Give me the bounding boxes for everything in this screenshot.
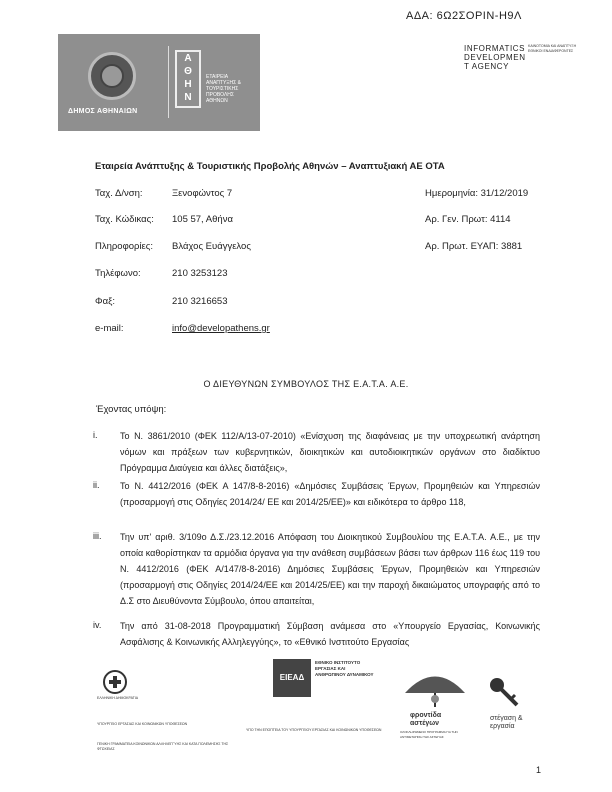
item-number: ii. [93,480,100,490]
agency-tiny-text: ΚΑΙΝΟΤΟΜΙΑ ΚΑΙ ΑΝΑΠΤΥΞΗ ΕΘΝΙΚΟΙ ΕΝΔΙΑΦΕΡΟΝΤΕΣ [528,44,577,53]
divider [168,46,169,118]
stegi-ergasia-label: στέγαση & εργασία [490,715,523,730]
athina-logo: Α Θ Η Ν [175,50,201,108]
general-secretariat-label: ΓΕΝΙΚΗ ΓΡΑΜΜΑΤΕΙΑ ΚΟΙΝΩΝΙΚΩΝ ΑΛΛΗΛΕΓΓΥΗΣ ΚΑΙ ΚΑΤΑ ΠΟΛΕΜΗΣΗΣ ΤΗΣ ΦΤΩΧΕΙΑΣ [97,742,229,751]
ministry-logo [97,670,247,701]
hellenic-republic-label: ΕΛΛΗΝΙΚΗ ΔΗΜΟΚΡΑΤΙΑ [97,696,139,700]
contact-value: 210 3253123 [172,268,228,279]
contact-label: Ταχ. Κώδικας: [95,214,154,225]
informatics-agency-label: INFORMATICS DEVELOPMEN T AGENCY [464,44,526,71]
contact-label: Πληροφορίες: [95,241,153,252]
eiead-label: ΕΘΝΙΚΟ ΙΝΣΤΙΤΟΥΤΟ ΕΡΓΑΣΙΑΣ ΚΑΙ ΑΝΘΡΩΠΙΝΟΥ ΔΥΝΑΜΙΚΟΥ [315,660,374,677]
eyap-protocol-number: Αρ. Πρωτ. ΕΥΑΠ: 3881 [425,241,523,252]
item-number: iv. [93,620,102,630]
municipality-seal-icon [88,52,136,100]
ada-code: ΑΔΑ: 6Ω2ΣΟΡΙΝ-Η9Λ [406,10,522,22]
general-protocol-number: Αρ. Γεν. Πρωτ: 4114 [425,214,511,225]
contact-label: Φαξ: [95,296,115,307]
frontida-label: φροντίδα αστέγων [410,712,442,727]
considering-heading: Έχοντας υπόψη: [96,404,167,415]
item-text: Το Ν. 4412/2016 (ΦΕΚ Α 147/8-8-2016) «Δημόσιες Συμβάσεις Έργων, Προμηθειών και Υπηρεσιών (προσαρμογή στις Οδηγίες 2014/24/ ΕΕ και 2014/25/ΕΕ)» και ειδικότερα το άρθρο 118, [120,481,540,507]
contact-label: e-mail: [95,323,124,334]
header-logo-block [58,34,260,131]
contact-label: Ταχ. Δ/νση: [95,188,143,199]
contact-label: Τηλέφωνο: [95,268,141,279]
frontida-astegon-logo [400,665,470,715]
contact-value: 210 3216653 [172,296,228,307]
item-text: Την από 31-08-2018 Προγραμματική Σύμβαση ανάμεσα στο «Υπουργείο Εργασίας, Κοινωνικής Ασφάλισης & Κοινωνικής Αλληλεγγύης», το «Εθνικό Ινστιτούτο Εργασίας [120,621,540,647]
contact-value: 105 57, Αθήνα [172,214,233,225]
greek-emblem-icon [103,670,127,694]
contact-value: Ξενοφώντος 7 [172,188,233,199]
item-number: iii. [93,531,102,541]
item-text: Το Ν. 3861/2010 (ΦΕΚ 112/Α/13-07-2010) «Ενίσχυση της διαφάνειας με την υποχρεωτική ανάρτηση νόμων και πράξεων των κυβερνητικών, διοικητικών και αυτοδιοικητικών οργάνων στο διαδίκτυο Πρόγραμμα Διαύγεια και άλλες διατάξεις», [120,431,540,473]
company-small-text: ΕΤΑΙΡΕΙΑ ΑΝΑΠΤΥΞΗΣ & ΤΟΥΡΙΣΤΙΚΗΣ ΠΡΟΒΟΛΗΣ ΑΘΗΝΩΝ [206,74,241,104]
umbrella-icon [400,665,470,710]
email-link[interactable]: info@developathens.gr [172,323,270,334]
item-number: i. [93,430,98,440]
item-text: Την υπ' αριθ. 3/109ο Δ.Σ./23.12.2016 Απόφαση του Διοικητικού Συμβουλίου της Ε.Α.Τ.Α. Α.Ε., με την οποία καθορίστηκαν τα αρμόδια όργανα για την ανάθεση συμβάσεων βάσει των άρθρων 116 έως 119 του Ν. 4412/2016 (ΦΕΚ Α/147/8-8-2016) Δημόσιες Συμβάσεις Έργων, Προμηθειών και Υπηρεσιών (προσαρμογή στις Οδηγίες 2014/24/ΕΕ και 2014/25/ΕΕ) και την παροχή δικαιώματος υπογραφής από το Δ.Σ στο Διευθύνοντα Σύμβουλο, όπου απαιτείται, [120,532,540,606]
contact-value: Βλάχος Ευάγγελος [172,241,251,252]
frontida-sub: ΟΛΟΚΛΗΡΩΜΕΝΟ ΠΡΟΓΡΑΜΜΑ ΓΙΑ ΤΗΝ ΑΝΤΙΜΕΤΩΠΙΣΗ ΤΗΣ ΑΣΤΕΓΙΑΣ [400,730,458,739]
page-number: 1 [536,765,542,775]
municipality-name: ΔΗΜΟΣ ΑΘΗΝΑΙΩΝ [68,108,138,115]
document-title: Ο ΔΙΕΥΘΥΝΩΝ ΣΥΜΒΟΥΛΟΣ ΤΗΣ Ε.Α.Τ.Α. Α.Ε. [203,379,409,389]
eiead-logo: ΕΙΕΑΔ [273,659,311,697]
ministry-label: ΥΠΟΥΡΓΕΙΟ ΕΡΓΑΣΙΑΣ ΚΑΙ ΚΟΙΝΩΝΙΚΩΝ ΥΠΟΘΕΣΕΩΝ [97,722,188,726]
supervision-label: ΥΠΟ ΤΗΝ ΕΠΟΠΤΕΙΑ ΤΟΥ ΥΠΟΥΡΓΕΙΟΥ ΕΡΓΑΣΙΑΣ ΚΑΙ ΚΟΙΝΩΝΙΚΩΝ ΥΠΟΘΕΣΕΩΝ [246,728,382,732]
date: Ημερομηνία: 31/12/2019 [425,188,529,199]
key-icon [487,675,522,710]
company-name: Εταιρεία Ανάπτυξης & Τουριστικής Προβολής Αθηνών – Αναπτυξιακή ΑΕ ΟΤΑ [95,161,445,172]
